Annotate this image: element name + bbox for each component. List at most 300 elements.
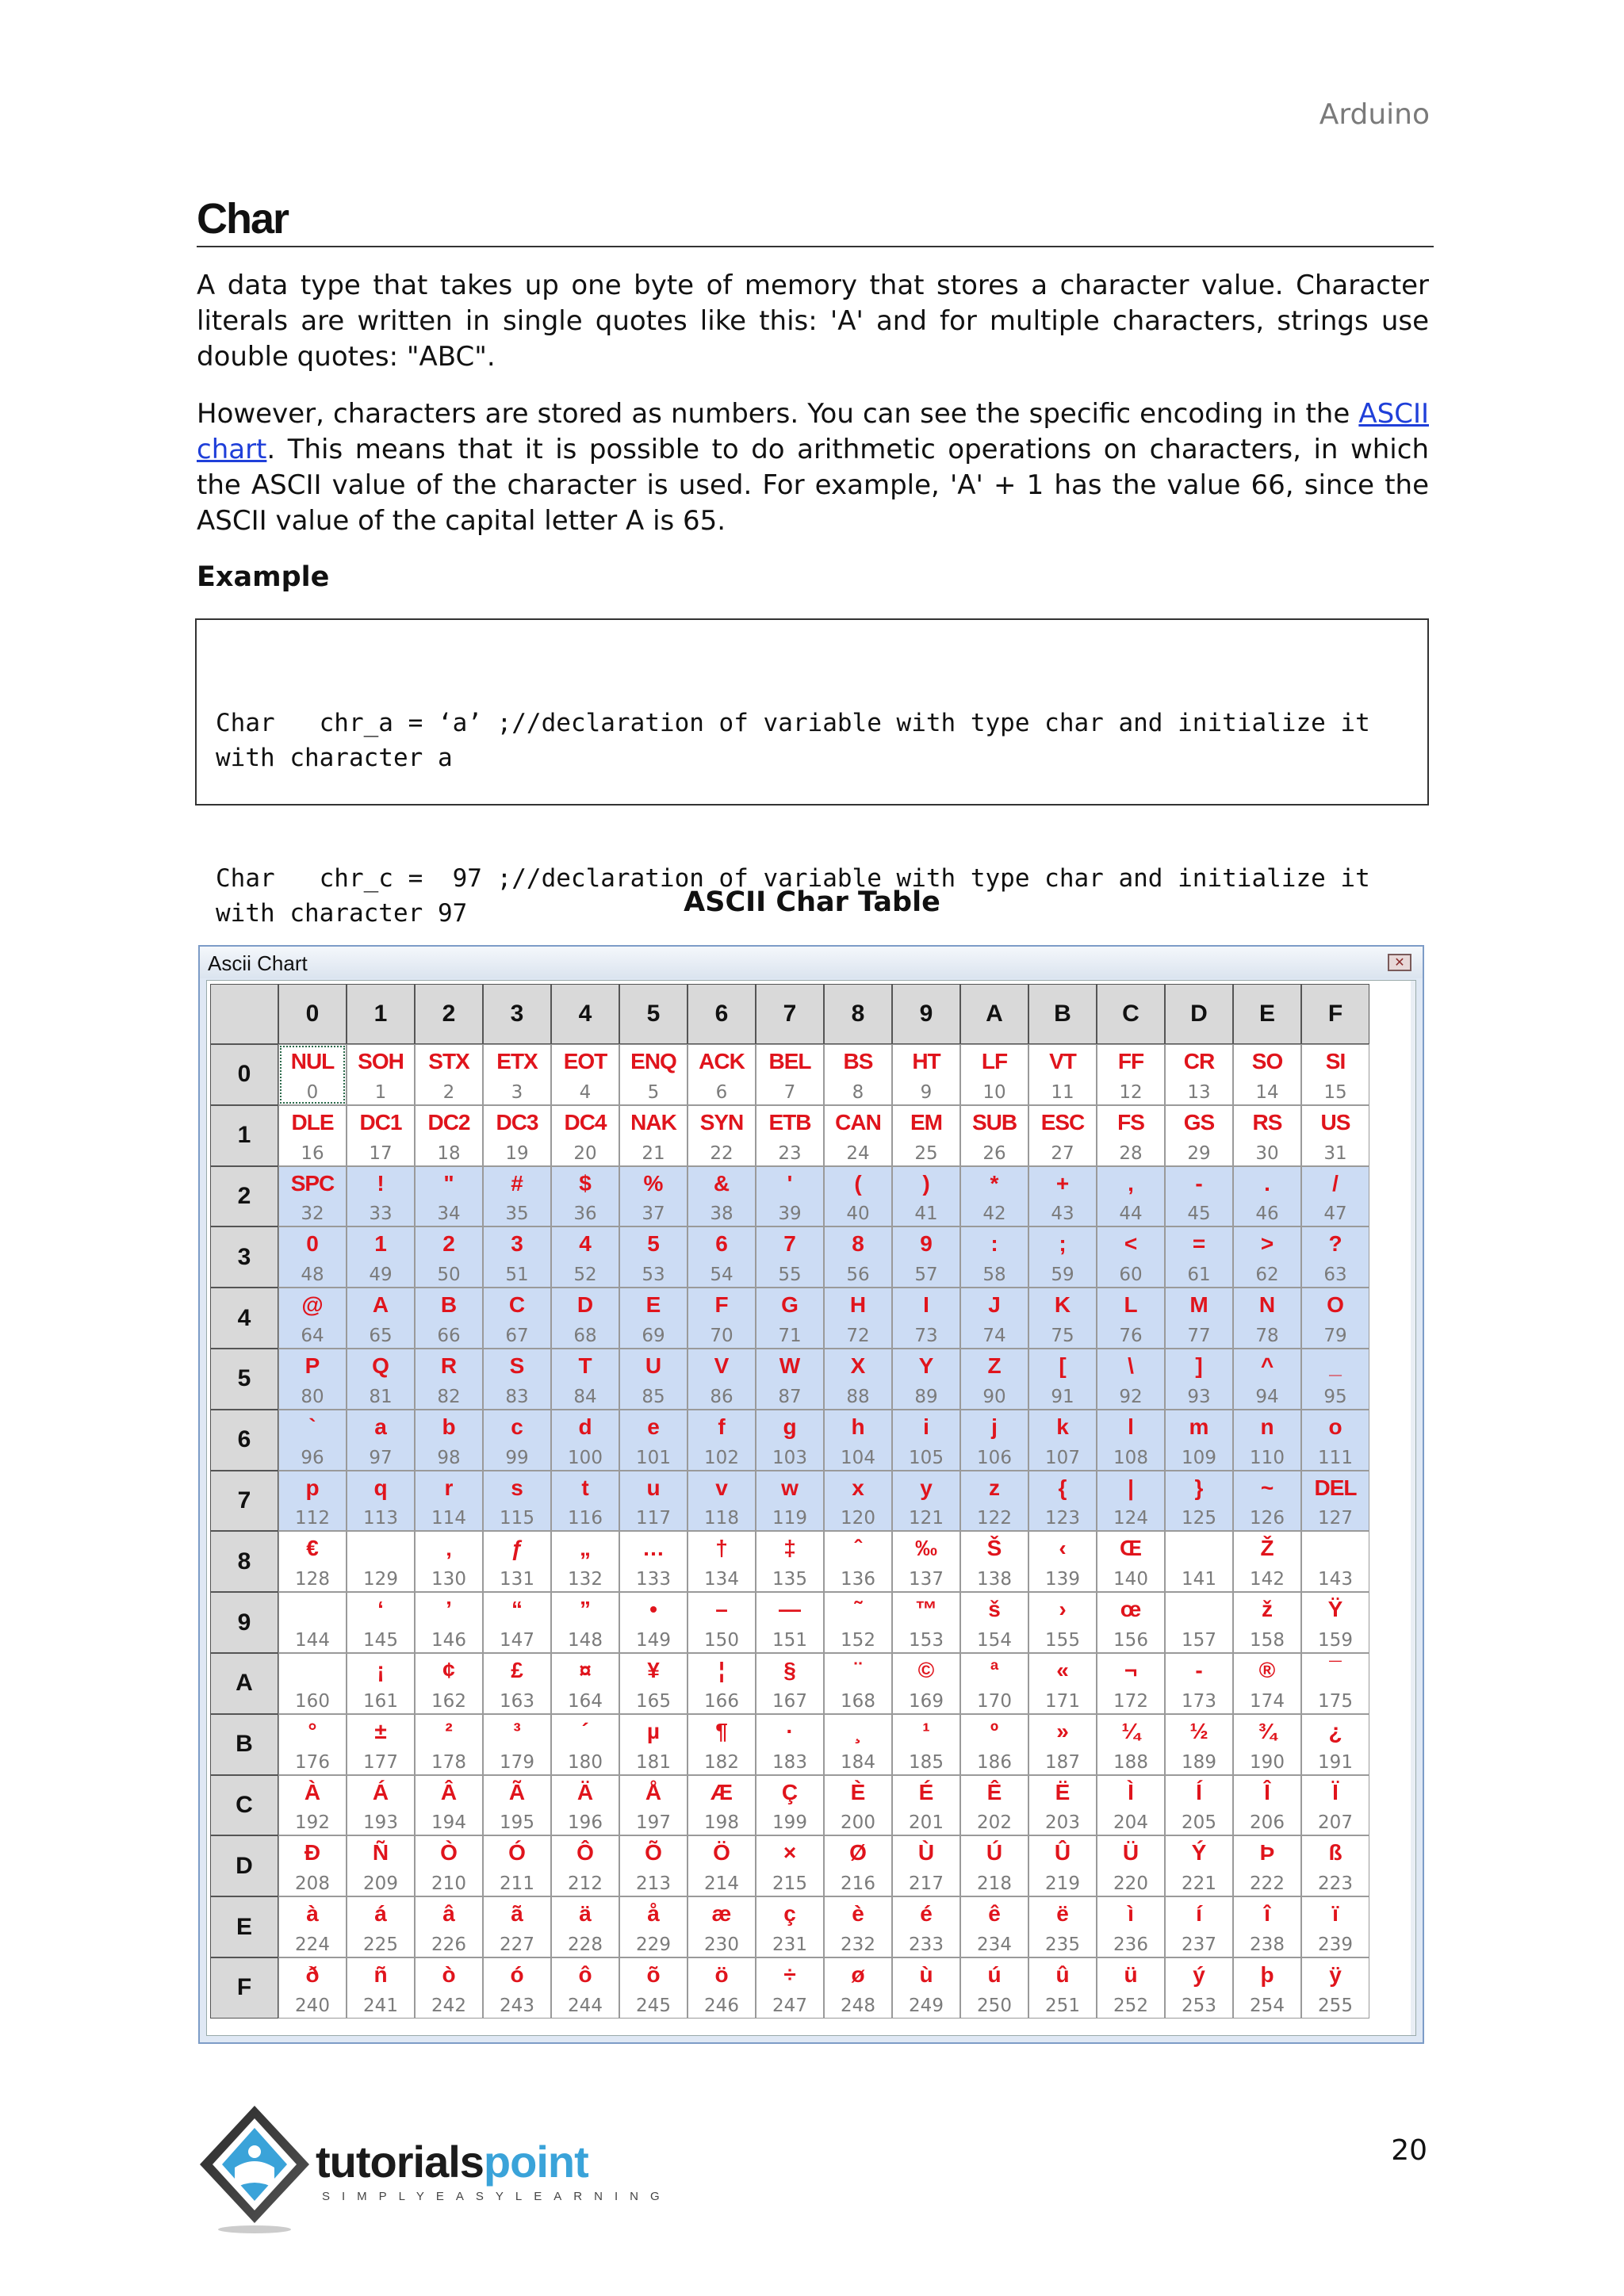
ascii-cell[interactable] — [415, 1044, 483, 1105]
ascii-cell[interactable] — [1097, 1714, 1165, 1775]
ascii-cell[interactable] — [824, 1166, 892, 1227]
ascii-cell[interactable] — [347, 1714, 415, 1775]
window-titlebar[interactable] — [200, 947, 1423, 978]
cell-character: Ñ — [372, 1840, 389, 1866]
ascii-cell[interactable] — [892, 1592, 960, 1653]
ascii-cell[interactable] — [892, 1531, 960, 1592]
ascii-cell[interactable] — [551, 1105, 619, 1166]
ascii-cell[interactable] — [1097, 1653, 1165, 1714]
ascii-cell[interactable] — [960, 1592, 1028, 1653]
ascii-cell[interactable] — [1301, 1653, 1369, 1714]
ascii-cell[interactable] — [1165, 1166, 1233, 1227]
cell-character: ¾ — [1258, 1718, 1277, 1743]
ascii-cell[interactable] — [278, 1166, 347, 1227]
ascii-cell[interactable] — [415, 1166, 483, 1227]
ascii-cell[interactable] — [756, 1105, 824, 1166]
cell-character: „ — [580, 1536, 591, 1561]
ascii-cell[interactable] — [892, 1105, 960, 1166]
ascii-cell[interactable] — [1233, 1592, 1301, 1653]
ascii-cell[interactable] — [551, 1714, 619, 1775]
ascii-cell[interactable] — [483, 1288, 551, 1349]
ascii-cell[interactable] — [1233, 1226, 1301, 1288]
ascii-cell[interactable] — [1301, 1349, 1369, 1410]
ascii-cell[interactable] — [1165, 1288, 1233, 1349]
cell-code: 95 — [1323, 1386, 1347, 1407]
ascii-cell[interactable] — [415, 1592, 483, 1653]
ascii-cell[interactable] — [347, 1044, 415, 1105]
ascii-cell[interactable] — [1233, 1531, 1301, 1592]
ascii-cell[interactable] — [688, 1349, 756, 1410]
ascii-cell[interactable] — [892, 1226, 960, 1288]
ascii-cell[interactable] — [756, 1957, 824, 2019]
ascii-cell[interactable] — [347, 1410, 415, 1471]
ascii-cell[interactable] — [1097, 1835, 1165, 1896]
ascii-cell[interactable] — [892, 1166, 960, 1227]
ascii-cell[interactable] — [892, 1835, 960, 1896]
ascii-cell[interactable] — [960, 1775, 1028, 1836]
ascii-cell[interactable] — [551, 1471, 619, 1532]
cell-character: – — [715, 1597, 728, 1622]
ascii-cell[interactable] — [1233, 1105, 1301, 1166]
ascii-cell[interactable] — [892, 1714, 960, 1775]
ascii-cell[interactable] — [756, 1044, 824, 1105]
ascii-cell[interactable] — [347, 1835, 415, 1896]
ascii-cell[interactable] — [551, 1896, 619, 1957]
ascii-cell[interactable] — [1301, 1775, 1369, 1836]
ascii-cell[interactable] — [1028, 1957, 1097, 2019]
ascii-cell[interactable] — [1301, 1896, 1369, 1957]
ascii-cell[interactable] — [688, 1410, 756, 1471]
ascii-cell[interactable] — [619, 1835, 688, 1896]
ascii-cell[interactable] — [619, 1044, 688, 1105]
ascii-cell[interactable] — [483, 1044, 551, 1105]
ascii-cell[interactable] — [1097, 1105, 1165, 1166]
ascii-cell[interactable] — [1097, 1410, 1165, 1471]
ascii-cell[interactable] — [1233, 1288, 1301, 1349]
ascii-cell[interactable] — [1165, 1592, 1233, 1653]
ascii-cell[interactable] — [278, 1957, 347, 2019]
ascii-cell[interactable] — [756, 1592, 824, 1653]
ascii-cell[interactable] — [1097, 1471, 1165, 1532]
ascii-cell[interactable] — [824, 1896, 892, 1957]
ascii-cell[interactable] — [1097, 1775, 1165, 1836]
ascii-cell[interactable] — [1028, 1714, 1097, 1775]
cell-character: DC2 — [427, 1109, 470, 1135]
ascii-cell[interactable] — [756, 1349, 824, 1410]
ascii-cell[interactable] — [1233, 1349, 1301, 1410]
ascii-cell[interactable] — [1028, 1349, 1097, 1410]
cell-code: 77 — [1187, 1325, 1211, 1346]
ascii-cell[interactable] — [824, 1531, 892, 1592]
ascii-cell[interactable] — [347, 1957, 415, 2019]
ascii-cell[interactable] — [551, 1349, 619, 1410]
ascii-cell[interactable] — [619, 1166, 688, 1227]
ascii-cell[interactable] — [483, 1653, 551, 1714]
cell-code: 9 — [920, 1081, 933, 1103]
ascii-cell[interactable] — [1301, 1288, 1369, 1349]
ascii-cell[interactable] — [1233, 1166, 1301, 1227]
ascii-cell[interactable] — [1301, 1835, 1369, 1896]
ascii-cell[interactable] — [1301, 1957, 1369, 2019]
cell-character: … — [642, 1536, 665, 1561]
ascii-cell[interactable] — [347, 1166, 415, 1227]
ascii-cell[interactable] — [960, 1531, 1028, 1592]
ascii-cell[interactable] — [415, 1471, 483, 1532]
ascii-cell[interactable] — [892, 1288, 960, 1349]
ascii-cell[interactable] — [688, 1531, 756, 1592]
ascii-cell[interactable] — [619, 1653, 688, 1714]
ascii-cell[interactable] — [1233, 1410, 1301, 1471]
ascii-cell[interactable] — [1233, 1471, 1301, 1532]
cell-character: Ê — [986, 1779, 1002, 1804]
ascii-cell[interactable] — [278, 1592, 347, 1653]
ascii-cell[interactable] — [415, 1653, 483, 1714]
ascii-cell[interactable] — [1233, 1044, 1301, 1105]
ascii-cell[interactable] — [619, 1531, 688, 1592]
ascii-cell[interactable] — [483, 1105, 551, 1166]
ascii-cell[interactable] — [1233, 1896, 1301, 1957]
cell-code: 80 — [301, 1386, 324, 1407]
ascii-cell[interactable] — [960, 1226, 1028, 1288]
ascii-cell[interactable] — [1165, 1349, 1233, 1410]
cell-code: 212 — [568, 1873, 603, 1895]
ascii-cell[interactable] — [278, 1410, 347, 1471]
ascii-cell[interactable] — [688, 1714, 756, 1775]
ascii-cell[interactable] — [1028, 1226, 1097, 1288]
ascii-cell[interactable] — [483, 1896, 551, 1957]
ascii-cell[interactable] — [278, 1775, 347, 1836]
ascii-grid — [210, 984, 1369, 2019]
cell-character: ç — [783, 1901, 796, 1927]
ascii-cell[interactable] — [415, 1835, 483, 1896]
ascii-cell[interactable] — [1165, 1044, 1233, 1105]
ascii-cell[interactable] — [619, 1471, 688, 1532]
ascii-cell[interactable] — [824, 1288, 892, 1349]
ascii-cell[interactable] — [688, 1653, 756, 1714]
ascii-cell[interactable] — [892, 1044, 960, 1105]
ascii-cell[interactable] — [1301, 1714, 1369, 1775]
ascii-cell[interactable] — [960, 1714, 1028, 1775]
vertical-scrollbar[interactable] — [1411, 981, 1415, 2035]
ascii-cell[interactable] — [960, 1044, 1028, 1105]
ascii-cell[interactable] — [1028, 1288, 1097, 1349]
ascii-cell[interactable] — [756, 1471, 824, 1532]
ascii-cell[interactable] — [960, 1471, 1028, 1532]
ascii-cell[interactable] — [619, 1775, 688, 1836]
ascii-cell[interactable] — [1097, 1044, 1165, 1105]
ascii-cell[interactable] — [1097, 1957, 1165, 2019]
ascii-cell[interactable] — [1233, 1653, 1301, 1714]
ascii-cell[interactable] — [1097, 1349, 1165, 1410]
ascii-cell[interactable] — [688, 1226, 756, 1288]
ascii-cell[interactable] — [756, 1288, 824, 1349]
ascii-cell[interactable] — [551, 1531, 619, 1592]
ascii-cell[interactable] — [824, 1105, 892, 1166]
ascii-cell[interactable] — [960, 1166, 1028, 1227]
ascii-cell[interactable] — [1165, 1653, 1233, 1714]
ascii-cell[interactable] — [551, 1957, 619, 2019]
ascii-cell[interactable] — [1165, 1226, 1233, 1288]
cell-code: 34 — [437, 1203, 461, 1225]
ascii-cell[interactable] — [960, 1105, 1028, 1166]
ascii-cell[interactable] — [688, 1471, 756, 1532]
ascii-cell[interactable] — [483, 1531, 551, 1592]
cell-character: Ô — [576, 1840, 594, 1866]
cell-code: 239 — [1318, 1934, 1353, 1955]
cell-character: œ — [1120, 1597, 1142, 1622]
ascii-cell[interactable] — [278, 1531, 347, 1592]
ascii-cell[interactable] — [619, 1896, 688, 1957]
ascii-cell[interactable] — [415, 1775, 483, 1836]
ascii-cell[interactable] — [415, 1531, 483, 1592]
ascii-cell[interactable] — [347, 1896, 415, 1957]
ascii-cell[interactable] — [1097, 1166, 1165, 1227]
cell-character: ½ — [1189, 1718, 1208, 1743]
ascii-cell[interactable] — [1028, 1105, 1097, 1166]
ascii-cell[interactable] — [892, 1775, 960, 1836]
ascii-cell[interactable] — [824, 1471, 892, 1532]
ascii-cell[interactable] — [415, 1714, 483, 1775]
ascii-cell[interactable] — [824, 1044, 892, 1105]
cell-character: J — [988, 1292, 1001, 1318]
ascii-cell[interactable] — [756, 1775, 824, 1836]
ascii-cell[interactable] — [756, 1653, 824, 1714]
ascii-cell[interactable] — [892, 1957, 960, 2019]
ascii-cell[interactable] — [1028, 1835, 1097, 1896]
ascii-cell[interactable] — [278, 1105, 347, 1166]
ascii-cell[interactable] — [688, 1044, 756, 1105]
ascii-cell[interactable] — [483, 1226, 551, 1288]
ascii-cell[interactable] — [483, 1592, 551, 1653]
ascii-cell[interactable] — [415, 1288, 483, 1349]
ascii-cell[interactable] — [347, 1226, 415, 1288]
ascii-cell[interactable] — [347, 1775, 415, 1836]
ascii-cell[interactable] — [960, 1957, 1028, 2019]
ascii-cell[interactable] — [551, 1044, 619, 1105]
ascii-cell[interactable] — [278, 1471, 347, 1532]
ascii-cell[interactable] — [347, 1288, 415, 1349]
ascii-cell[interactable] — [688, 1835, 756, 1896]
ascii-cell[interactable] — [824, 1226, 892, 1288]
ascii-cell[interactable] — [1301, 1226, 1369, 1288]
ascii-cell[interactable] — [1301, 1044, 1369, 1105]
ascii-cell[interactable] — [1028, 1166, 1097, 1227]
ascii-cell[interactable] — [756, 1835, 824, 1896]
ascii-cell[interactable] — [278, 1288, 347, 1349]
ascii-cell[interactable] — [1165, 1835, 1233, 1896]
ascii-cell[interactable] — [619, 1226, 688, 1288]
ascii-cell[interactable] — [1233, 1957, 1301, 2019]
ascii-cell[interactable] — [1301, 1105, 1369, 1166]
ascii-cell[interactable] — [415, 1226, 483, 1288]
ascii-cell[interactable] — [619, 1957, 688, 2019]
cell-character: Ú — [986, 1840, 1003, 1866]
ascii-cell[interactable] — [551, 1288, 619, 1349]
ascii-cell[interactable] — [1165, 1531, 1233, 1592]
ascii-cell[interactable] — [824, 1592, 892, 1653]
ascii-cell[interactable] — [483, 1410, 551, 1471]
ascii-cell[interactable] — [483, 1349, 551, 1410]
ascii-cell[interactable] — [892, 1349, 960, 1410]
ascii-cell[interactable] — [1165, 1775, 1233, 1836]
ascii-cell[interactable] — [551, 1775, 619, 1836]
ascii-cell[interactable] — [483, 1835, 551, 1896]
logo-wordmark: tutorialspoint — [316, 2137, 588, 2187]
ascii-cell[interactable] — [824, 1349, 892, 1410]
ascii-cell[interactable] — [824, 1835, 892, 1896]
ascii-cell[interactable] — [483, 1775, 551, 1836]
ascii-cell[interactable] — [892, 1653, 960, 1714]
ascii-cell[interactable] — [1097, 1592, 1165, 1653]
ascii-cell[interactable] — [347, 1349, 415, 1410]
ascii-cell[interactable] — [1028, 1531, 1097, 1592]
ascii-chart-link[interactable]: ASCII chart — [197, 398, 1429, 465]
cell-code: 214 — [704, 1873, 739, 1895]
ascii-cell[interactable] — [347, 1653, 415, 1714]
cell-code: 18 — [437, 1142, 461, 1164]
ascii-cell[interactable] — [1165, 1896, 1233, 1957]
ascii-cell[interactable] — [619, 1714, 688, 1775]
ascii-cell[interactable] — [619, 1592, 688, 1653]
ascii-cell[interactable] — [278, 1896, 347, 1957]
ascii-cell[interactable] — [1028, 1471, 1097, 1532]
cell-character: Å — [645, 1779, 662, 1804]
ascii-cell[interactable] — [1028, 1410, 1097, 1471]
ascii-cell[interactable] — [1301, 1471, 1369, 1532]
ascii-cell[interactable] — [619, 1410, 688, 1471]
ascii-cell[interactable] — [347, 1531, 415, 1592]
ascii-cell[interactable] — [278, 1349, 347, 1410]
ascii-cell[interactable] — [824, 1957, 892, 2019]
ascii-cell[interactable] — [1028, 1044, 1097, 1105]
close-icon[interactable]: ✕ — [1388, 954, 1411, 971]
ascii-cell[interactable] — [551, 1653, 619, 1714]
cell-code: 63 — [1323, 1265, 1347, 1286]
ascii-cell[interactable] — [892, 1471, 960, 1532]
ascii-cell[interactable] — [1165, 1957, 1233, 2019]
ascii-cell[interactable] — [688, 1957, 756, 2019]
ascii-cell[interactable] — [1165, 1714, 1233, 1775]
ascii-cell[interactable] — [756, 1896, 824, 1957]
ascii-cell[interactable] — [551, 1592, 619, 1653]
cell-character: Õ — [645, 1840, 662, 1866]
ascii-cell[interactable] — [1233, 1835, 1301, 1896]
ascii-cell[interactable] — [347, 1471, 415, 1532]
ascii-cell[interactable] — [415, 1105, 483, 1166]
ascii-cell[interactable] — [483, 1957, 551, 2019]
ascii-cell[interactable] — [278, 1653, 347, 1714]
ascii-cell[interactable] — [1301, 1166, 1369, 1227]
ascii-cell[interactable] — [1233, 1714, 1301, 1775]
ascii-cell[interactable] — [415, 1349, 483, 1410]
cell-character: $ — [579, 1170, 592, 1196]
ascii-cell[interactable] — [756, 1166, 824, 1227]
ascii-cell[interactable] — [960, 1288, 1028, 1349]
ascii-cell[interactable] — [960, 1349, 1028, 1410]
ascii-cell[interactable] — [1097, 1896, 1165, 1957]
ascii-cell[interactable] — [415, 1896, 483, 1957]
ascii-cell[interactable] — [278, 1714, 347, 1775]
cell-character: N — [1258, 1292, 1276, 1318]
ascii-cell[interactable] — [824, 1714, 892, 1775]
ascii-cell[interactable] — [688, 1896, 756, 1957]
ascii-cell[interactable] — [1097, 1288, 1165, 1349]
ascii-cell[interactable] — [688, 1592, 756, 1653]
ascii-cell[interactable] — [1165, 1105, 1233, 1166]
ascii-cell[interactable] — [278, 1044, 347, 1105]
cell-character: 6 — [715, 1231, 728, 1257]
ascii-cell[interactable] — [756, 1226, 824, 1288]
ascii-cell[interactable] — [892, 1896, 960, 1957]
ascii-cell[interactable] — [756, 1714, 824, 1775]
ascii-cell[interactable] — [688, 1775, 756, 1836]
ascii-cell[interactable] — [347, 1592, 415, 1653]
cell-character: K — [1054, 1292, 1071, 1318]
ascii-cell[interactable] — [551, 1410, 619, 1471]
ascii-cell[interactable] — [619, 1349, 688, 1410]
ascii-cell[interactable] — [960, 1835, 1028, 1896]
ascii-cell[interactable] — [278, 1835, 347, 1896]
cell-code: 24 — [846, 1142, 870, 1164]
cell-character: LF — [981, 1049, 1008, 1073]
ascii-cell[interactable] — [1165, 1471, 1233, 1532]
ascii-cell[interactable] — [824, 1410, 892, 1471]
ascii-cell[interactable] — [1165, 1410, 1233, 1471]
cell-character: Œ — [1120, 1536, 1142, 1561]
ascii-cell[interactable] — [619, 1288, 688, 1349]
ascii-cell[interactable] — [619, 1105, 688, 1166]
ascii-cell[interactable] — [1028, 1775, 1097, 1836]
ascii-cell[interactable] — [1028, 1592, 1097, 1653]
ascii-cell[interactable] — [347, 1105, 415, 1166]
cell-character: • — [649, 1597, 657, 1622]
ascii-cell[interactable] — [415, 1957, 483, 2019]
ascii-cell[interactable] — [483, 1471, 551, 1532]
ascii-cell[interactable] — [551, 1226, 619, 1288]
ascii-cell[interactable] — [1301, 1410, 1369, 1471]
ascii-cell[interactable] — [892, 1410, 960, 1471]
ascii-cell[interactable] — [960, 1410, 1028, 1471]
ascii-cell[interactable] — [551, 1166, 619, 1227]
cell-character: 4 — [579, 1231, 592, 1257]
ascii-cell[interactable] — [756, 1531, 824, 1592]
ascii-cell[interactable] — [483, 1166, 551, 1227]
ascii-cell[interactable] — [278, 1226, 347, 1288]
ascii-cell[interactable] — [824, 1653, 892, 1714]
ascii-cell[interactable] — [824, 1775, 892, 1836]
ascii-cell[interactable] — [688, 1166, 756, 1227]
ascii-cell[interactable] — [756, 1410, 824, 1471]
ascii-cell[interactable] — [688, 1288, 756, 1349]
cell-character: , — [1128, 1170, 1134, 1196]
ascii-cell[interactable] — [688, 1105, 756, 1166]
ascii-cell[interactable] — [1233, 1775, 1301, 1836]
cell-character: o — [1328, 1414, 1342, 1439]
ascii-cell[interactable] — [551, 1835, 619, 1896]
ascii-cell[interactable] — [1301, 1592, 1369, 1653]
ascii-cell[interactable] — [483, 1714, 551, 1775]
ascii-cell[interactable] — [1301, 1531, 1369, 1592]
ascii-cell[interactable] — [1097, 1226, 1165, 1288]
ascii-cell[interactable] — [1097, 1531, 1165, 1592]
ascii-cell[interactable] — [1028, 1653, 1097, 1714]
row-header: E — [210, 1896, 278, 1957]
cell-code: 86 — [710, 1386, 733, 1407]
ascii-cell[interactable] — [960, 1653, 1028, 1714]
ascii-cell[interactable] — [415, 1410, 483, 1471]
ascii-cell[interactable] — [960, 1896, 1028, 1957]
ascii-cell[interactable] — [1028, 1896, 1097, 1957]
